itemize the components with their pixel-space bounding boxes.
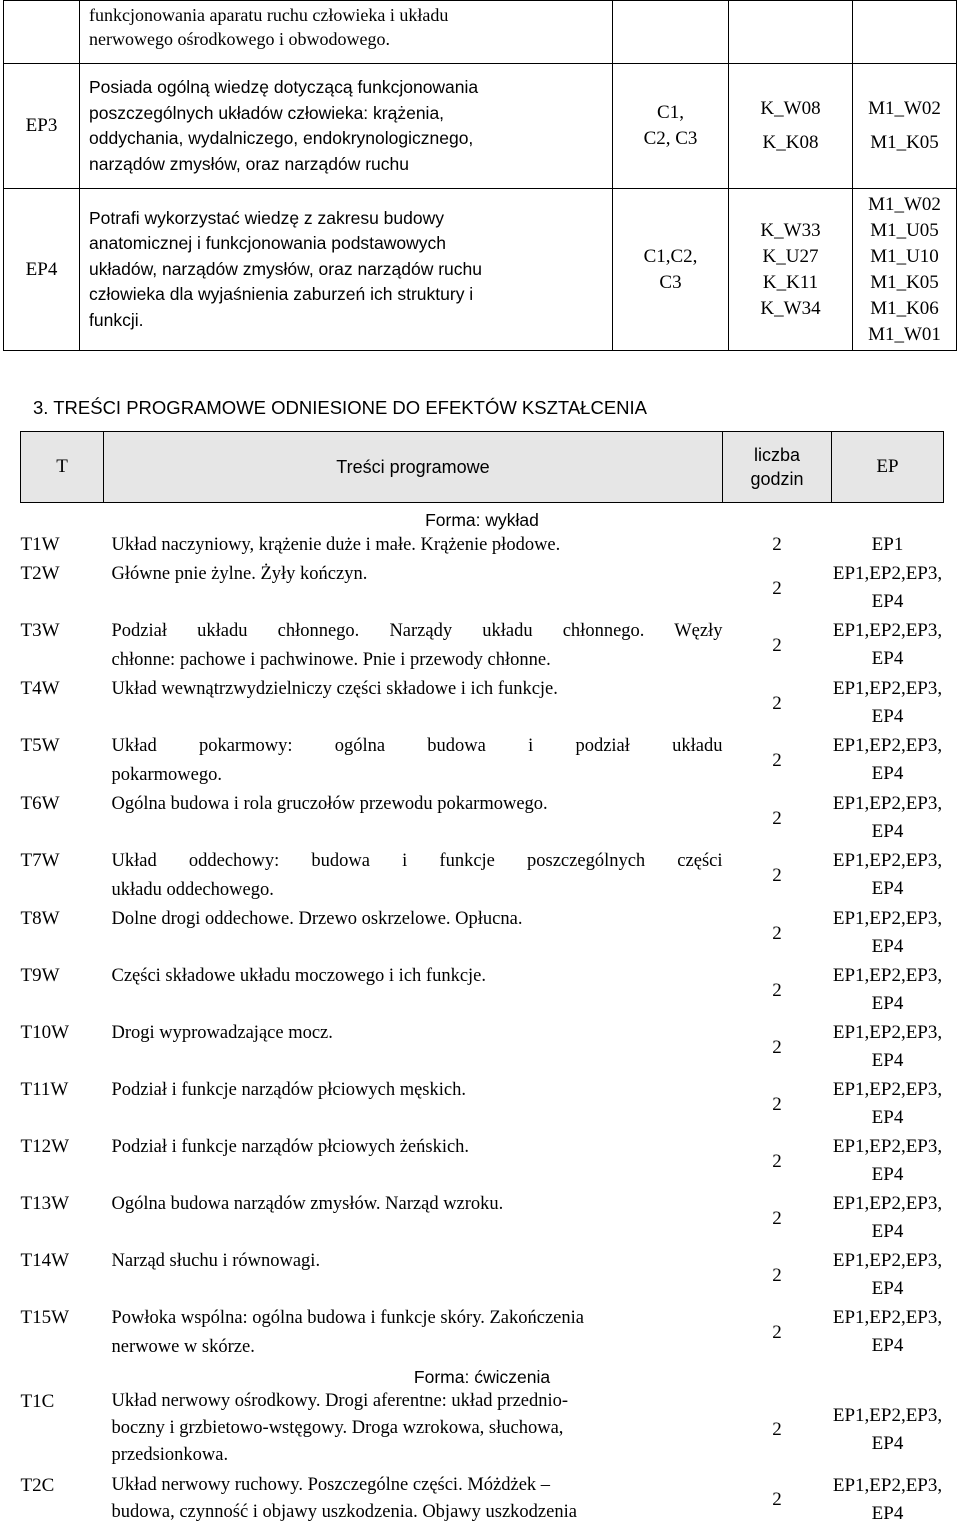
ep-item: EP1,EP2,EP3, (832, 1193, 943, 1214)
ep-item: EP1,EP2,EP3, (832, 1307, 943, 1328)
hours: 2 (772, 1150, 782, 1172)
topic-id: T15W (20, 1307, 70, 1328)
ep-refs (832, 1304, 944, 1362)
text-line: chłonne: pachowe i pachwinowe. Pnie i przewody chłonne. (111, 650, 551, 670)
ep-item: EP1,EP2,EP3, (832, 735, 943, 756)
ep-refs (832, 1133, 944, 1190)
ref-item: M1_K06 (870, 297, 939, 319)
ep-item: EP1,EP2,EP3, (832, 1136, 943, 1157)
ref-item: M1_U10 (870, 245, 939, 267)
ref-item: M1_U05 (870, 219, 939, 241)
text-line: funkcjonowania aparatu ruchu człowieka i układu (89, 5, 449, 25)
objective-refs (613, 189, 729, 351)
table-row (21, 531, 944, 560)
text-line: Narząd słuchu i równowagi. (111, 1251, 321, 1271)
text-line: Układ nerwowy ruchowy. Poszczególne części. Móżdżek – (111, 1475, 551, 1495)
text-line: Drogi wyprowadzające mocz. (111, 1023, 333, 1043)
table-row (21, 962, 944, 1019)
ref-item: M1_W01 (868, 323, 941, 345)
hours: 2 (772, 635, 782, 656)
header-godzin: godzin (750, 469, 804, 489)
topic-text (104, 1019, 723, 1076)
ep-item: EP1,EP2,EP3, (832, 850, 943, 871)
ep-item: EP4 (871, 1164, 904, 1185)
text-line: przedsionkowa. (111, 1445, 229, 1465)
direction-outcome-refs (729, 1, 853, 64)
topic-text (104, 1304, 723, 1362)
topic-text (104, 790, 723, 847)
direction-outcome-refs (729, 189, 853, 351)
hours: 2 (772, 979, 782, 1001)
ep-item: EP1,EP2,EP3, (832, 678, 943, 699)
text-line: Ogólna budowa i rola gruczołów przewodu pokarmowego. (111, 794, 548, 814)
outcome-id (4, 1, 80, 64)
topic-id: T12W (20, 1136, 70, 1157)
ref-item: M1_K05 (870, 132, 939, 153)
ep-item: EP4 (871, 591, 904, 612)
text-line: Podział układu chłonnego. Narządy układu chłonnego. Węzły (111, 621, 723, 641)
topic-id: T13W (20, 1193, 70, 1214)
topic-text (104, 962, 723, 1019)
topic-text (104, 1076, 723, 1133)
ep-refs (832, 732, 944, 790)
text-line: anatomicznej i funkcjonowania podstawowych (89, 233, 447, 254)
ep-item: EP1,EP2,EP3, (832, 1079, 943, 1100)
ref-item: C3 (659, 271, 682, 293)
ep-item: EP4 (871, 1107, 904, 1128)
ep-refs (832, 1019, 944, 1076)
hours: 2 (772, 922, 782, 944)
text-line: Układ nerwowy ośrodkowy. Drogi aferentne: układ przednio- (111, 1391, 569, 1411)
topic-text (104, 531, 723, 560)
outcome-description (80, 189, 613, 351)
ep-item: EP4 (871, 878, 904, 899)
topic-text (104, 1190, 723, 1247)
ref-item: C1, (657, 102, 684, 123)
ref-item: K_W33 (760, 219, 821, 241)
topic-id: T5W (20, 735, 60, 756)
table-row (21, 1388, 944, 1472)
text-line: Układ naczyniowy, krążenie duże i małe. Krążenie płodowe. (111, 535, 561, 555)
ep-refs (832, 531, 944, 560)
text-line: układu oddechowego. (111, 880, 274, 900)
form-label: Forma: ćwiczenia (413, 1367, 551, 1387)
text-line: boczny i grzbietowo-wstęgowy. Droga wzrokowa, słuchowa, (111, 1418, 564, 1438)
ep-item: EP1,EP2,EP3, (832, 620, 943, 641)
hours: 2 (772, 807, 782, 829)
form-row (21, 503, 944, 532)
topic-text (104, 905, 723, 962)
outcome-description (80, 1, 613, 64)
topic-id: T3W (20, 620, 60, 641)
text-line: Układ oddechowy: budowa i funkcje poszczególnych części (111, 851, 723, 871)
hours: 2 (772, 865, 782, 886)
text-line: budowa, czynność i objawy uszkodzenia. Objawy uszkodzenia (111, 1502, 577, 1522)
hours: 2 (772, 1207, 782, 1229)
text-line: nerwowe w skórze. (111, 1337, 255, 1357)
hours: 2 (772, 1036, 782, 1058)
hours: 2 (772, 750, 782, 771)
text-line: człowieka dla wyjaśnienia zaburzeń ich struktury i (89, 284, 474, 305)
ref-item: C2, C3 (643, 128, 698, 149)
ep-item: EP4 (871, 763, 904, 784)
module-outcome-refs (853, 1, 957, 64)
text-line: Dolne drogi oddechowe. Drzewo oskrzelowe. Opłucna. (111, 909, 523, 929)
text-line: Posiada ogólną wiedzę dotyczącą funkcjonowania (89, 77, 479, 97)
hours: 2 (772, 1264, 782, 1286)
outcome-row-continued (4, 1, 957, 64)
topic-id: T4W (20, 678, 60, 699)
table-row (21, 560, 944, 617)
ep-item: EP1,EP2,EP3, (832, 1250, 943, 1271)
text-line: Części składowe układu moczowego i ich funkcje. (111, 966, 487, 986)
text-line: Podział i funkcje narządów płciowych żeńskich. (111, 1137, 470, 1157)
table-row (21, 1247, 944, 1304)
topic-id: T10W (20, 1022, 70, 1043)
text-line: Powłoka wspólna: ogólna budowa i funkcje skóry. Zakończenia (111, 1308, 584, 1328)
ref-item: C1,C2, (643, 245, 698, 267)
objective-refs (613, 64, 729, 189)
header-ep: EP (832, 432, 944, 503)
ep-refs (832, 1190, 944, 1247)
table-header-row (21, 432, 944, 503)
topic-id: T9W (20, 965, 60, 986)
header-liczba: liczba (753, 445, 801, 465)
topic-id: T6W (20, 793, 60, 814)
topic-text (104, 1472, 723, 1528)
ep-item: EP1,EP2,EP3, (832, 1022, 943, 1043)
outcome-id: EP4 (4, 189, 80, 351)
ep-item: EP1,EP2,EP3, (832, 1475, 943, 1496)
ep-item: EP4 (871, 1335, 904, 1356)
ref-item: K_K08 (762, 132, 819, 153)
hours: 2 (772, 692, 782, 714)
ref-item: K_K11 (762, 271, 819, 293)
outcome-id: EP3 (4, 64, 80, 189)
ep-refs (832, 790, 944, 847)
text-line: narządów zmysłów, oraz narządów ruchu (89, 153, 410, 174)
ep-item: EP1,EP2,EP3, (832, 908, 943, 929)
header-liczba-godzin (723, 432, 832, 503)
direction-outcome-refs (729, 64, 853, 189)
table-row (21, 1472, 944, 1528)
ep-item: EP4 (871, 993, 904, 1014)
ep-item: EP4 (871, 821, 904, 842)
ep-item: EP4 (871, 648, 904, 669)
topic-id: T7W (20, 850, 60, 871)
objective-refs (613, 1, 729, 64)
topic-id: T14W (20, 1250, 70, 1271)
ep-item: EP4 (871, 1221, 904, 1242)
ep-item: EP1,EP2,EP3, (832, 1405, 943, 1426)
table-row (21, 790, 944, 847)
text-line: Podział i funkcje narządów płciowych męskich. (111, 1080, 466, 1100)
ep-item: EP1 (871, 534, 904, 555)
topic-id: T11W (20, 1079, 69, 1100)
topic-text (104, 1247, 723, 1304)
ep-item: EP4 (871, 936, 904, 957)
ep-refs (832, 1076, 944, 1133)
outcome-row (4, 189, 957, 351)
table-row (21, 675, 944, 732)
text-line: Potrafi wykorzystać wiedzę z zakresu budowy (89, 207, 444, 228)
text-line: nerwowego ośrodkowego i obwodowego. (89, 29, 390, 49)
form-row (21, 1362, 944, 1388)
ref-item: K_W34 (760, 297, 821, 319)
ep-refs (832, 962, 944, 1019)
ep-item: EP1,EP2,EP3, (832, 965, 943, 986)
ref-item: M1_W02 (868, 98, 941, 119)
hours: 2 (772, 1093, 782, 1115)
text-line: funkcji. (89, 309, 144, 330)
module-outcome-refs (853, 64, 957, 189)
topic-id: T8W (20, 908, 60, 929)
topic-text (104, 1133, 723, 1190)
table-row (21, 732, 944, 790)
ep-item: EP1,EP2,EP3, (832, 563, 943, 584)
ep-refs (832, 1472, 944, 1528)
ep-refs (832, 1247, 944, 1304)
ep-refs (832, 617, 944, 675)
ref-item: K_W08 (760, 98, 821, 119)
ref-item: M1_K05 (870, 271, 939, 293)
hours: 2 (772, 577, 782, 599)
ep-item: EP4 (871, 706, 904, 727)
ep-refs (832, 847, 944, 905)
text-line: oddychania, wydalniczego, endokrynologicznego, (89, 128, 474, 148)
topic-text (104, 560, 723, 617)
text-line: Ogólna budowa narządów zmysłów. Narząd wzroku. (111, 1194, 504, 1214)
table-row (21, 1076, 944, 1133)
ep-refs (832, 1388, 944, 1472)
text-line: poszczególnych układów człowieka: krążenia, (89, 102, 445, 123)
table-row (21, 1133, 944, 1190)
module-outcome-refs (853, 189, 957, 351)
topic-text (104, 1388, 723, 1472)
hours: 2 (772, 1419, 782, 1440)
ep-refs (832, 905, 944, 962)
text-line: Układ wewnątrzwydzielniczy części składowe i ich funkcje. (111, 679, 558, 699)
learning-outcomes-table (3, 0, 957, 351)
ep-item: EP4 (871, 1050, 904, 1071)
header-t: T (21, 432, 104, 503)
text-line: układów, narządów zmysłów, oraz narządów ruchu (89, 258, 482, 279)
topic-text (104, 675, 723, 732)
outcome-description (80, 64, 613, 189)
ref-item: K_U27 (762, 245, 819, 267)
hours: 2 (772, 1489, 782, 1510)
topic-text (104, 732, 723, 790)
topic-id: T2C (20, 1475, 55, 1496)
outcome-row (4, 64, 957, 189)
ep-refs (832, 675, 944, 732)
ep-item: EP1,EP2,EP3, (832, 793, 943, 814)
form-label: Forma: wykład (425, 510, 539, 530)
ep-item: EP4 (871, 1503, 904, 1524)
hours: 2 (772, 1322, 782, 1343)
ep-item: EP4 (871, 1278, 904, 1299)
program-content-table (20, 431, 944, 1528)
text-line: Główne pnie żylne. Żyły kończyn. (111, 564, 368, 584)
table-row (21, 905, 944, 962)
section-title: 3. TREŚCI PROGRAMOWE ODNIESIONE DO EFEKTÓW KSZTAŁCENIA (33, 397, 648, 418)
text-line: Układ pokarmowy: ogólna budowa i podział układu (111, 736, 723, 756)
ep-refs (832, 560, 944, 617)
text-line: pokarmowego. (111, 765, 222, 785)
hours: 2 (772, 534, 782, 555)
table-row (21, 1304, 944, 1362)
ep-item: EP4 (871, 1433, 904, 1454)
header-tresci: Treści programowe (104, 432, 723, 503)
topic-id: T1C (20, 1391, 55, 1412)
table-row (21, 1019, 944, 1076)
topic-id: T2W (20, 563, 60, 584)
table-row (21, 1190, 944, 1247)
table-row (21, 617, 944, 675)
topic-id: T1W (20, 534, 60, 555)
topic-text (104, 617, 723, 675)
table-row (21, 847, 944, 905)
topic-text (104, 847, 723, 905)
ref-item: M1_W02 (868, 193, 941, 215)
